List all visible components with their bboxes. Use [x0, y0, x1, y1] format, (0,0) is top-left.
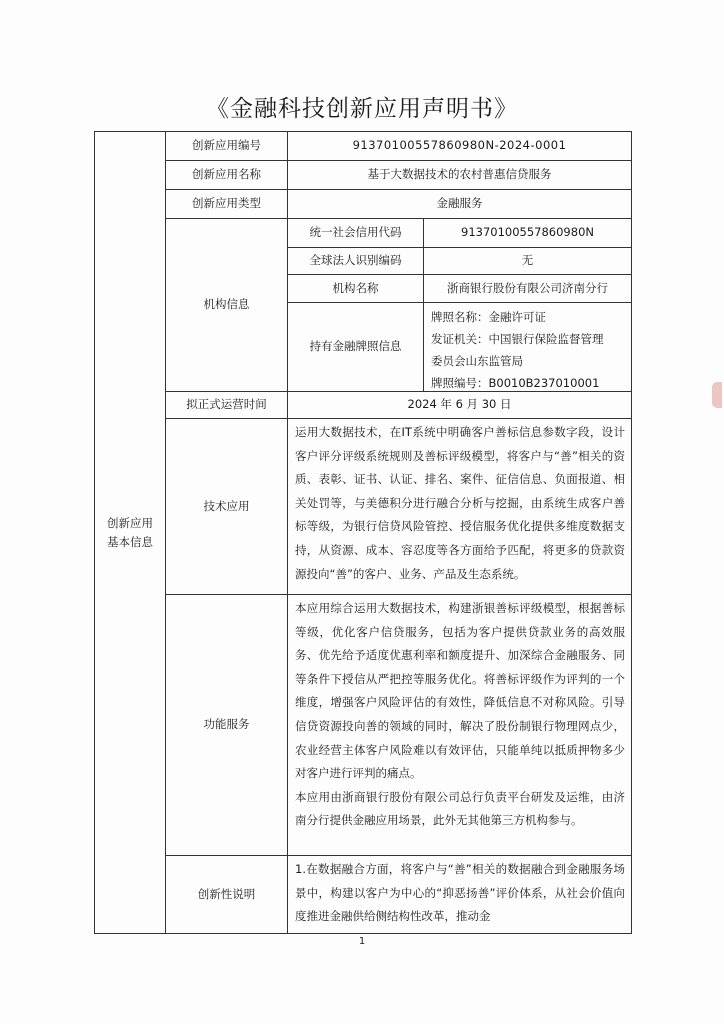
page-number: 1	[358, 936, 366, 947]
launch-value: 2024 年 6 月 30 日	[287, 391, 632, 419]
org-info-label: 机构信息	[165, 218, 288, 392]
innovation-text	[287, 855, 632, 934]
function-label: 功能服务	[165, 594, 288, 856]
license-line: 发证机关：中国银行保险监督管理	[431, 332, 604, 346]
launch-label: 拟正式运营时间	[165, 391, 288, 419]
license-line: 牌照名称：金融许可证	[431, 310, 546, 324]
license-value	[423, 302, 632, 392]
license-line: 牌照编号：B0010B237010001	[431, 376, 600, 390]
section-label-cell	[94, 131, 166, 934]
app-name-value: 基于大数据技术的农村普惠信贷服务	[287, 160, 632, 190]
seal-edge-mark	[712, 382, 722, 408]
app-name-label: 创新应用名称	[165, 160, 288, 190]
lei-label: 全球法人识别编码	[287, 247, 424, 275]
innovation-label: 创新性说明	[165, 855, 288, 934]
credit-code-label: 统一社会信用代码	[287, 218, 424, 248]
license-label: 持有金融牌照信息	[287, 302, 424, 392]
tech-text	[287, 418, 632, 595]
app-number-value: 91370100557860980N-2024-0001	[287, 131, 632, 161]
function-paragraph-1: 本应用综合运用大数据技术，构建浙银善标评级模型，根据善标等级，优化客户信贷服务，包括为客户提供贷款业务的高效服务、优先给予适度优惠利率和额度提升、加深综合金融服务、同等条件下授信从严把控等服务优化。将善标评级作为评判的一个维度，增强客户风险评估的有效性，降低信息不对称风险。引导信贷资源投向善的领域的同时，解决了股份制银行物理网点少，农业经营主体客户风险难以有效评估，只能单纯以抵质押物多少对客户进行评判的痛点。	[295, 601, 625, 781]
org-name-label: 机构名称	[287, 274, 424, 303]
section-label: 创新应用 基本信息	[107, 516, 153, 549]
app-number-label: 创新应用编号	[165, 131, 288, 161]
tech-paragraph: 运用大数据技术，在IT系统中明确客户善标信息参数字段，设计客户评分评级系统规则及善标评级模型，将客户与“善”相关的资质、表彰、证书、认证、排名、案件、征信信息、负面报道、相关处罚等，与美德积分进行融合分析与挖掘，由系统生成客户善标等级，为银行信贷风险管控、授信服务优化提供多维度数据支持，从资源、成本、容忍度等各方面给予匹配，将更多的贷款资源投向“善”的客户、业务、产品及生态系统。	[295, 425, 625, 581]
license-line: 委员会山东监管局	[431, 354, 523, 368]
app-type-label: 创新应用类型	[165, 189, 288, 219]
function-paragraph-2: 本应用由浙商银行股份有限公司总行负责平台研发及运维，由济南分行提供金融应用场景，此外无其他第三方机构参与。	[295, 789, 625, 828]
tech-label: 技术应用	[165, 418, 288, 595]
lei-value: 无	[423, 247, 632, 275]
function-text	[287, 594, 632, 856]
innovation-paragraph: 1.在数据融合方面，将客户与“善”相关的数据融合到金融服务场景中，构建以客户为中心的“抑恶扬善”评价体系，从社会价值向度推进金融供给侧结构性改革，推动金	[295, 862, 625, 924]
org-name-value: 浙商银行股份有限公司济南分行	[423, 274, 632, 303]
document-title: 《金融科技创新应用声明书》	[206, 96, 518, 122]
app-type-value: 金融服务	[287, 189, 632, 219]
credit-code-value: 91370100557860980N	[423, 218, 632, 248]
